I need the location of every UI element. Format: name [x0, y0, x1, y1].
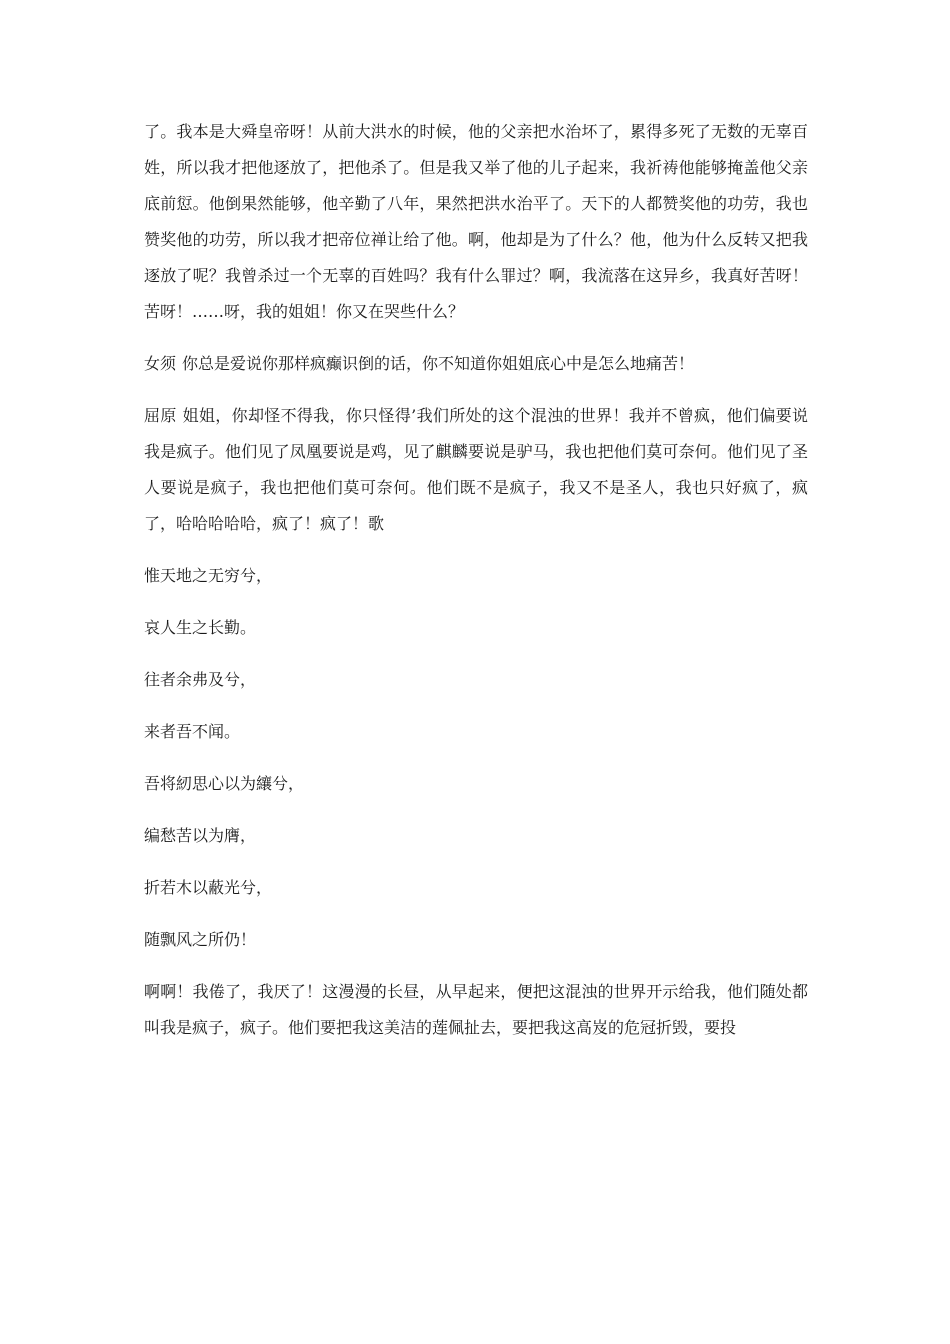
- paragraph-text: 了。我本是大舜皇帝呀！从前大洪水的时候，他的父亲把水治坏了，累得多死了无数的无辜百姓，所以我才把他逐放了，把他杀了。但是我又举了他的儿子起来，我祈祷他能够掩盖他父亲底前愆。他倒果然能够，他辛勤了八年，果然把洪水治平了。天下的人都赞奖他的功劳，我也赞奖他的功劳，所以我才把帝位禅让给了他。啊，他却是为了什么？他，他为什么反转又把我逐放了呢？我曾杀过一个无辜的百姓吗？我有什么罪过？啊，我流落在这异乡，我真好苦呀！苦呀！……呀，我的姐姐！你又在哭些什么？: [144, 122, 808, 321]
- verse-line: 编愁苦以为膺，: [144, 826, 257, 845]
- paragraph-dialogue-nvxu: [144, 346, 808, 382]
- verse-line: 哀人生之长勤。: [144, 618, 257, 637]
- speaker-name: 女须: [144, 354, 177, 373]
- verse-line: 往者余弗及兮，: [144, 670, 257, 689]
- paragraph-dialogue-quyuan: [144, 398, 808, 542]
- verse-line: 来者吾不闻。: [144, 722, 241, 741]
- verse-line: 随飘风之所仍！: [144, 930, 257, 949]
- paragraph-text: 姐姐，你却怪不得我，你只怪得’我们所处的这个混浊的世界！我并不曾疯，他们偏要说我是疯子。他们见了凤凰要说是鸡，见了麒麟要说是驴马，我也把他们莫可奈何。他们见了圣人要说是疯子，我也把他们莫可奈何。他们既不是疯子，我又不是圣人，我也只好疯了，疯了，哈哈哈哈哈，疯了！疯了！歌: [144, 406, 808, 533]
- paragraph-closing: 啊啊！我倦了，我厌了！这漫漫的长昼，从早起来，便把这混浊的世界开示给我，他们随处都叫我是疯子，疯子。他们要把我这美洁的莲佩扯去，要把我这高岌的危冠折毁，要投: [144, 982, 808, 1037]
- verse-line: 吾将紉思心以为纕兮，: [144, 774, 305, 793]
- verse-line: 惟天地之无穷兮，: [144, 566, 273, 585]
- document-page: [144, 114, 808, 1062]
- verse-line: 折若木以蔽光兮，: [144, 878, 273, 897]
- paragraph-text: 你总是爱说你那样疯癫识倒的话，你不知道你姐姐底心中是怎么地痛苦！: [182, 354, 695, 373]
- speaker-name: 屈原: [144, 406, 177, 425]
- paragraph-narration: [144, 114, 808, 330]
